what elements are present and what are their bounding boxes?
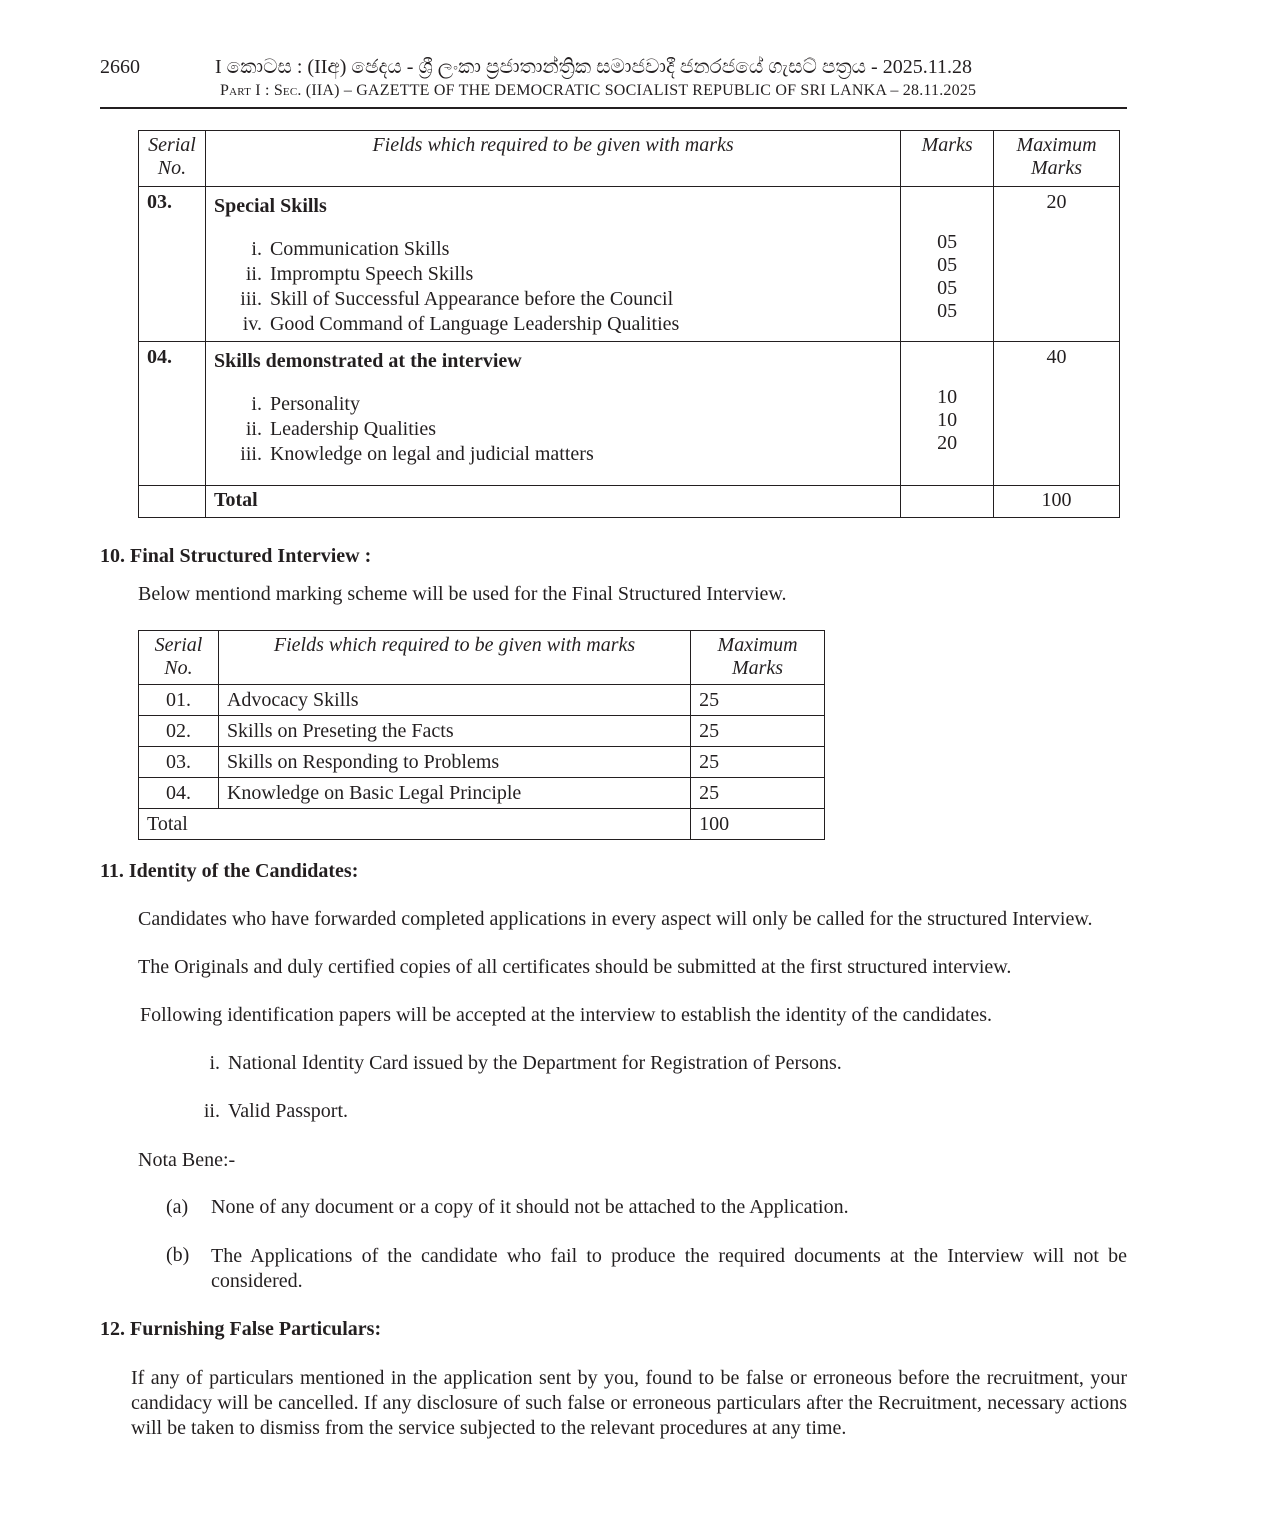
- serial-cell: 03.: [139, 187, 206, 342]
- paragraph: The Originals and duly certified copies of all certificates should be submitted at the first structured interview.: [138, 956, 1012, 978]
- table-total-row: [139, 486, 1120, 518]
- empty-cell: [901, 486, 994, 518]
- marks-cell: [901, 187, 994, 342]
- gazette-title-sinhala: I කොටස : (IIඅ) ඡෙදය - ශ්‍රී ලංකා ප්‍රජාතාන්ත්‍රික සමාජවාදී ජනරජයේ ගැසට් පත්‍රය - 2025.11.28: [215, 56, 972, 78]
- note-text: The Applications of the candidate who fail to produce the required documents at the Interview will not be considered.: [211, 1245, 1127, 1292]
- header-max-marks: Maximum Marks: [994, 131, 1120, 187]
- final-interview-table: [138, 630, 825, 840]
- nota-bene-label: Nota Bene:-: [138, 1149, 236, 1171]
- table-row-interview-skills: [139, 342, 1120, 486]
- table-row-special-skills: [139, 187, 1120, 342]
- table-header-row: [139, 131, 1120, 187]
- header-fields: Fields which required to be given with marks: [218, 631, 690, 685]
- header-marks: Marks: [901, 131, 994, 187]
- serial-cell: 04.: [139, 342, 206, 486]
- list-item: ii. Impromptu Speech Skills: [245, 263, 474, 285]
- empty-cell: [139, 486, 206, 518]
- section-title: Special Skills: [213, 195, 327, 217]
- sec-label: Sec.: [273, 82, 302, 99]
- header-serial: Serial No.: [139, 131, 206, 187]
- max-marks-cell: 20: [994, 187, 1120, 342]
- note-label: (b): [166, 1244, 190, 1266]
- table-header-row: [139, 631, 825, 685]
- part-label: Part I :: [220, 82, 270, 99]
- table-total-row: [139, 809, 825, 840]
- list-item: i. Personality: [251, 393, 360, 415]
- id-list-item: ii. Valid Passport.: [203, 1100, 348, 1122]
- sub-item-list: [214, 392, 892, 467]
- note-label: (a): [166, 1196, 189, 1218]
- id-list-item: i. National Identity Card issued by the Department for Registration of Persons.: [209, 1052, 842, 1074]
- section-heading-10: 10. Final Structured Interview :: [100, 545, 372, 567]
- list-item: iv. Good Command of Language Leadership Qualities: [242, 313, 680, 335]
- header-fields: Fields which required to be given with marks: [205, 131, 900, 187]
- section-heading-11: 11. Identity of the Candidates:: [100, 860, 359, 882]
- max-marks-cell: 40: [994, 342, 1120, 486]
- paragraph: Following identification papers will be accepted at the interview to establish the identity of the candidates.: [140, 1004, 992, 1026]
- header-serial: Serial No.: [139, 631, 219, 685]
- header-max-marks: Maximum Marks: [691, 631, 825, 685]
- gazette-title-rest: (IIA) – GAZETTE OF THE DEMOCRATIC SOCIALIST REPUBLIC OF SRI LANKA – 28.11.2025: [305, 82, 977, 99]
- list-item: iii. Knowledge on legal and judicial matters: [240, 443, 594, 465]
- marks-cell: [901, 342, 994, 486]
- header-divider: [100, 107, 1127, 109]
- section-10-intro: Below mentiond marking scheme will be used for the Final Structured Interview.: [138, 583, 787, 605]
- table-row: 01. Advocacy Skills 25: [139, 685, 825, 716]
- mark-value: 05: [937, 231, 958, 253]
- mark-value: 10: [937, 409, 958, 431]
- mark-value: 05: [937, 300, 958, 322]
- total-label: Total: [139, 809, 691, 840]
- total-value: 100: [691, 809, 825, 840]
- table-row: 04. Knowledge on Basic Legal Principle 25: [139, 778, 825, 809]
- total-value: 100: [994, 486, 1120, 518]
- table-row: 03. Skills on Responding to Problems 25: [139, 747, 825, 778]
- mark-value: 05: [937, 254, 958, 276]
- fields-cell: [205, 187, 900, 342]
- gazette-title-english: [220, 82, 976, 100]
- paragraph: Candidates who have forwarded completed applications in every aspect will only be called for the structured Interview.: [138, 908, 1093, 930]
- list-item: i. Communication Skills: [251, 238, 450, 260]
- note-text: None of any document or a copy of it should not be attached to the Application.: [211, 1196, 849, 1218]
- section-12-body: If any of particulars mentioned in the application sent by you, found to be false or erroneous before the recruitment, your candidacy will be cancelled. If any disclosure of such false or erroneous particulars after the Recruitment, necessary actions will be taken to dismiss from the service subjected to the relevant procedures at any time.: [131, 1367, 1127, 1439]
- fields-cell: [205, 342, 900, 486]
- section-title: Skills demonstrated at the interview: [213, 350, 522, 372]
- list-item: iii. Skill of Successful Appearance before the Council: [240, 288, 674, 310]
- table-row: 02. Skills on Preseting the Facts 25: [139, 716, 825, 747]
- list-item: ii. Leadership Qualities: [245, 418, 437, 440]
- page-number: 2660: [100, 56, 140, 78]
- mark-value: 05: [937, 277, 958, 299]
- section-heading-12: 12. Furnishing False Particulars:: [100, 1318, 382, 1340]
- mark-value: 20: [937, 432, 958, 454]
- sub-item-list: [214, 237, 892, 337]
- marks-table-continued: [138, 130, 1120, 518]
- total-label: Total: [205, 486, 900, 518]
- mark-value: 10: [937, 386, 958, 408]
